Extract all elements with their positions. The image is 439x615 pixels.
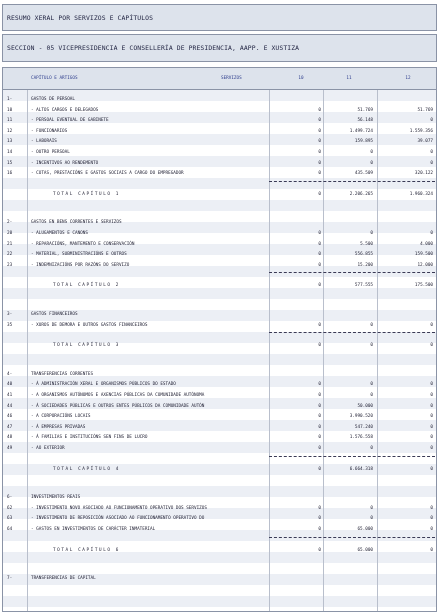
chapter-row (3, 493, 436, 502)
row-code: 46 (7, 414, 13, 420)
row-code: 16 (7, 171, 13, 177)
header-services: SERVIZOS (221, 76, 242, 81)
row-value-c: 1.960.324 (409, 191, 433, 197)
total-row (3, 546, 436, 555)
table-row (3, 423, 436, 432)
row-value-b: 435.509 (354, 171, 373, 177)
row-code: 48 (7, 435, 13, 441)
row-value-c: 51.769 (417, 107, 433, 113)
row-value-b: 56.148 (357, 118, 373, 124)
row-value-a: 0 (318, 231, 321, 236)
table-row (3, 240, 436, 249)
row-description: - MATERIAL, SUBMINISTRACIÓNS E OUTROS (31, 252, 127, 258)
row-value-a: 0 (318, 403, 321, 409)
table-row (3, 525, 436, 534)
row-value-a: 0 (318, 160, 321, 166)
row-value-a: 0 (318, 107, 321, 113)
table-row (3, 391, 436, 400)
row-code: 15 (7, 160, 13, 166)
row-value-b: 2.206.265 (349, 191, 373, 197)
header-col-b: 11 (346, 76, 352, 81)
row-code: 12 (7, 128, 13, 134)
row-value-b: 5.500 (360, 241, 373, 247)
row-description: - ALUGAMENTOS E CANONS (31, 231, 88, 236)
row-value-b: 65.000 (357, 547, 373, 553)
row-value-c: 0 (430, 393, 433, 398)
row-description: TRANSFERENCIAS CORRENTES (31, 371, 94, 377)
row-value-b: 0 (370, 516, 373, 522)
row-code: 64 (7, 527, 13, 532)
subtotal-rule (269, 272, 435, 273)
row-value-a: 0 (318, 446, 321, 451)
table-row (3, 380, 436, 389)
row-value-c: 0 (430, 466, 433, 472)
table-row (3, 433, 436, 442)
table-row (3, 169, 436, 178)
row-value-c: 0 (430, 424, 433, 430)
row-value-a: 0 (318, 322, 321, 328)
row-value-c: 1.559.356 (409, 128, 433, 134)
header-col-a: 10 (298, 76, 304, 81)
row-value-a: 0 (318, 241, 321, 247)
table-row (3, 127, 436, 136)
row-band (3, 354, 436, 365)
row-value-b: 51.769 (357, 107, 373, 113)
row-code: 41 (7, 393, 13, 398)
row-value-c: 0 (430, 343, 433, 349)
row-value-c: 175.500 (414, 283, 433, 289)
row-code: 23 (7, 262, 13, 268)
row-description: - INDEMNIZACIÓNS POR RAZÓNS DO SERVIZO (31, 262, 130, 268)
subtotal-rule (269, 332, 435, 333)
row-code: 1- (7, 97, 13, 102)
row-code: 3- (7, 312, 13, 317)
row-description: - Á FAMILIAS E INSTITUCIÓNS SEN FINS DE LUCRO (31, 435, 148, 441)
row-code: 7- (7, 576, 13, 582)
row-description: - FUNCIONARIOS (31, 128, 68, 134)
row-code: 11 (7, 118, 13, 124)
report-title-text: RESUMO XERAL POR SERVIZOS E CAPÍTULOS (7, 13, 154, 22)
row-value-a: 0 (318, 191, 321, 197)
total-row (3, 190, 436, 199)
row-code: 22 (7, 252, 13, 258)
table-row (3, 412, 436, 421)
row-code: 49 (7, 446, 13, 451)
row-value-a: 0 (318, 516, 321, 522)
row-value-c: 159.500 (414, 252, 433, 258)
row-description: - Á SOCIEDADES PÚBLICAS E OUTROS ENTES PÚBLICOS DA COMUNIDADE AUTÓN (31, 403, 205, 409)
row-value-a: 0 (318, 262, 321, 268)
report-title (2, 4, 437, 31)
row-value-b: 1.576.558 (349, 435, 373, 441)
chapter-row (3, 218, 436, 227)
row-value-c: 0 (430, 150, 433, 155)
table-row (3, 261, 436, 270)
row-value-c: 0 (430, 118, 433, 124)
chapter-row (3, 370, 436, 379)
row-code: 2- (7, 220, 13, 226)
row-value-c: 0 (430, 403, 433, 409)
row-description: - INVESTIMENTO NOVO ASOCIADO AO FUNCIONAMENTO OPERATIVO DOS SERVIZOS (31, 505, 207, 511)
row-value-a: 0 (318, 343, 321, 349)
row-description: - A ORGANISMOS AUTÓNOMOS E AXENCIAS PÚBLICAS DA COMUNIDADE AUTÓNOMA (31, 393, 205, 398)
row-value-a: 0 (318, 466, 321, 472)
row-code: 35 (7, 322, 13, 328)
row-description: - XUROS DE DEMORA E OUTROS GASTOS FINANCEIROS (31, 322, 148, 328)
row-value-b: 0 (370, 505, 373, 511)
row-description: - INVESTIMENTO DE REPOSICIÓN ASOCIADO AO FUNCIONAMENTO OPERATIVO DO (31, 516, 205, 522)
row-code: 62 (7, 505, 13, 511)
row-band (3, 178, 436, 189)
row-value-a: 0 (318, 505, 321, 511)
row-value-b: 50.000 (357, 403, 373, 409)
table-row (3, 444, 436, 453)
subtotal-rule (269, 537, 435, 538)
row-description: - Á EMPRESAS PRIVADAS (31, 424, 86, 430)
table-row (3, 148, 436, 157)
row-description: - Á ADMINISTRACIÓN XERAL E ORGANISMOS PÚBLICOS DO ESTADO (31, 382, 176, 388)
row-value-c: 0 (430, 516, 433, 522)
row-value-b: 0 (370, 382, 373, 388)
table-row (3, 321, 436, 330)
row-description: - ALTOS CARGOS E DELEGADOS (31, 107, 99, 113)
row-value-c: 0 (430, 322, 433, 328)
row-description: TOTAL CAPÍTULO 6 (53, 547, 120, 553)
table-row (3, 402, 436, 411)
header-col-c: 12 (405, 76, 411, 81)
row-description: - AO EXTERIOR (31, 446, 65, 451)
row-value-b: 577.555 (354, 283, 373, 289)
row-value-a: 0 (318, 252, 321, 258)
row-value-a: 0 (318, 171, 321, 177)
row-code: 63 (7, 516, 13, 522)
row-code: 10 (7, 107, 13, 113)
row-description: - A CORPORACIÓNS LOCAIS (31, 414, 91, 420)
total-row (3, 341, 436, 350)
row-description: TOTAL CAPÍTULO 3 (53, 343, 120, 349)
row-value-a: 0 (318, 128, 321, 134)
header-chapter-article: CAPÍTULO E ARTIGOS (31, 76, 78, 81)
row-value-b: 0 (370, 231, 373, 236)
row-value-b: 1.499.724 (349, 128, 373, 134)
chapter-row (3, 310, 436, 319)
row-value-b: 65.000 (357, 527, 373, 532)
row-value-b: 0 (370, 343, 373, 349)
row-description: GASTOS DE PERSOAL (31, 97, 75, 102)
row-description: - COTAS, PRESTACIÓNS E GASTOS SOCIAIS A CARGO DO EMPREGADOR (31, 171, 184, 177)
row-value-a: 0 (318, 547, 321, 553)
row-code: 44 (7, 403, 13, 409)
table-row (3, 250, 436, 259)
row-value-a: 0 (318, 424, 321, 430)
row-value-c: 0 (430, 435, 433, 441)
row-value-b: 0 (370, 150, 373, 155)
row-value-b: 159.895 (354, 139, 373, 145)
row-description: TOTAL CAPÍTULO 4 (53, 466, 120, 472)
row-value-c: 12.000 (417, 262, 433, 268)
row-value-b: 547.240 (354, 424, 373, 430)
row-description: - LABORAIS (31, 139, 57, 145)
row-description: - REPARACIÓNS, MANTEMENTO E CONSERVACIÓN (31, 241, 135, 247)
row-description: - PERSOAL EVENTUAL DE GABINETE (31, 118, 109, 124)
total-row (3, 465, 436, 474)
row-code: 47 (7, 424, 13, 430)
row-description: - INCENTIVOS AO RENDEMENTO (31, 160, 99, 166)
row-value-b: 3.990.520 (349, 414, 373, 420)
row-band (3, 596, 436, 607)
row-value-c: 0 (430, 160, 433, 166)
row-value-b: 0 (370, 160, 373, 166)
row-code: 40 (7, 382, 13, 388)
section-title-text: SECCION - 05 VICEPRESIDENCIA E CONSELLERÍA DE PRESIDENCIA, AAPP. E XUSTIZA (7, 44, 300, 52)
row-value-b: 0 (370, 322, 373, 328)
table-row (3, 159, 436, 168)
row-value-c: 0 (430, 382, 433, 388)
row-value-b: 15.200 (357, 262, 373, 268)
row-value-a: 0 (318, 382, 321, 388)
row-description: TOTAL CAPÍTULO 1 (53, 191, 120, 197)
row-description: - OUTRO PERSOAL (31, 150, 70, 155)
row-value-c: 0 (430, 231, 433, 236)
row-value-a: 0 (318, 393, 321, 398)
row-code: 14 (7, 150, 13, 155)
row-value-c: 0 (430, 505, 433, 511)
table-row (3, 514, 436, 523)
row-code: 6- (7, 495, 13, 501)
row-code: 21 (7, 241, 13, 247)
row-code: 4- (7, 371, 13, 377)
total-row (3, 281, 436, 290)
row-value-a: 0 (318, 435, 321, 441)
table-row (3, 504, 436, 513)
row-value-a: 0 (318, 150, 321, 155)
row-code: 13 (7, 139, 13, 145)
table-header (3, 68, 436, 90)
section-title (2, 34, 437, 62)
row-value-c: 0 (430, 547, 433, 553)
row-value-b: 6.664.318 (349, 466, 373, 472)
row-value-b: 0 (370, 393, 373, 398)
table-row (3, 106, 436, 115)
row-value-b: 0 (370, 446, 373, 451)
row-code: 20 (7, 231, 13, 236)
row-band (3, 200, 436, 211)
table-row (3, 137, 436, 146)
row-value-a: 0 (318, 527, 321, 532)
row-value-c: 0 (430, 446, 433, 451)
row-value-b: 556.855 (354, 252, 373, 258)
row-description: - GASTOS EN INVESTIMENTOS DE CARÁCTER INMATERIAL (31, 527, 156, 532)
row-description: TOTAL CAPÍTULO 2 (53, 283, 120, 289)
table-row (3, 116, 436, 125)
table-row (3, 229, 436, 238)
row-description: INVESTIMENTOS REAIS (31, 495, 81, 501)
row-description: GASTOS FINANCEIROS (31, 312, 78, 317)
subtotal-rule (269, 456, 435, 457)
summary-table (2, 67, 437, 612)
row-value-c: 320.122 (414, 171, 433, 177)
row-description: GASTOS EN BENS CORRENTES E SERVIZOS (31, 220, 122, 226)
chapter-row (3, 574, 436, 583)
row-value-c: 4.000 (420, 241, 433, 247)
row-value-a: 0 (318, 139, 321, 145)
row-value-c: 0 (430, 527, 433, 532)
row-value-c: 39.077 (417, 139, 433, 145)
row-value-c: 0 (430, 414, 433, 420)
row-description: TRANSFERENCIAS DE CAPITAL (31, 576, 96, 582)
row-value-a: 0 (318, 118, 321, 124)
row-value-a: 0 (318, 283, 321, 289)
chapter-row (3, 95, 436, 104)
row-value-a: 0 (318, 414, 321, 420)
subtotal-rule (269, 181, 435, 182)
